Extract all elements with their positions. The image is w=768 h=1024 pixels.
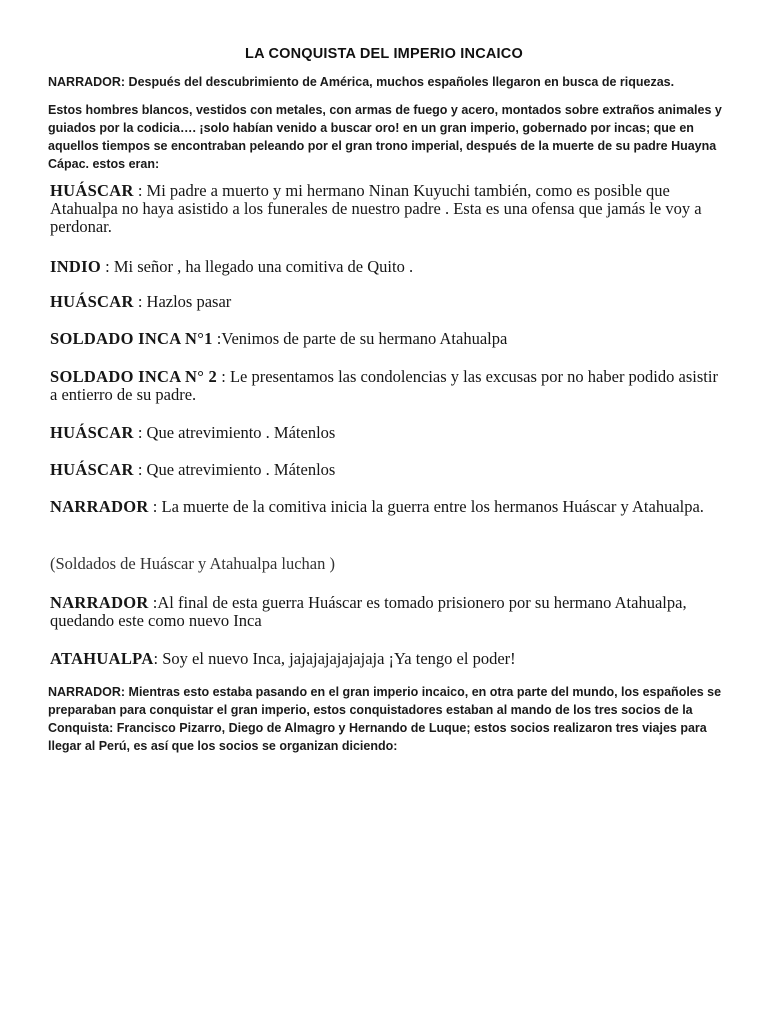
stage-direction-text: (Soldados de Huáscar y Atahualpa luchan ) <box>50 554 335 573</box>
dialogue-text: : Que atrevimiento . Mátenlos <box>133 423 336 442</box>
closing-paragraph <box>48 683 738 755</box>
speaker-label: HUÁSCAR <box>50 181 134 200</box>
speaker-label: HUÁSCAR <box>50 423 134 442</box>
dialogue-text: : Hazlos pasar <box>133 292 232 311</box>
dialogue-line-4 <box>50 330 720 348</box>
document-title: LA CONQUISTA DEL IMPERIO INCAICO <box>245 46 523 62</box>
dialogue-text: : Soy el nuevo Inca, jajajajajajajaja ¡Ya tengo el poder! <box>153 649 516 668</box>
dialogue-text: :Venimos de parte de su hermano Atahualpa <box>212 329 508 348</box>
dialogue-line-11 <box>50 650 720 668</box>
dialogue-line-6 <box>50 424 720 442</box>
paragraph-text: Estos hombres blancos, vestidos con metales, con armas de fuego y acero, montados sobre extraños animales y guiados por la codicia…. ¡solo habían venido a buscar oro! en un gran imperio, gobernado por incas; que en aquellos tiempos se encontraban peleando por el gran trono imperial, después de la muerte de su padre Huayna Cápac. estos eran: <box>48 103 722 171</box>
speaker-label: HUÁSCAR <box>50 460 134 479</box>
dialogue-text: : La muerte de la comitiva inicia la guerra entre los hermanos Huáscar y Atahualpa. <box>148 497 704 516</box>
dialogue-line-1 <box>50 182 720 236</box>
dialogue-text: : Que atrevimiento . Mátenlos <box>133 460 336 479</box>
intro-paragraph-1 <box>48 73 738 91</box>
speaker-label: NARRADOR <box>50 593 149 612</box>
dialogue-text: : Mi señor , ha llegado una comitiva de Quito . <box>101 257 414 276</box>
paragraph-text: Mientras esto estaba pasando en el gran imperio incaico, en otra parte del mundo, los españoles se preparaban para conquistar el gran imperio, estos conquistadores estaban al mando de los tres socios de la Conquista: Francisco Pizarro, Diego de Almagro y Hernando de Luque; estos socios realizaron tres viajes para llegar al Perú, es así que los socios se organizan diciendo: <box>48 685 722 753</box>
speaker-label: INDIO <box>50 257 102 276</box>
intro-paragraph-2 <box>48 101 738 173</box>
speaker-label: NARRADOR <box>50 497 149 516</box>
paragraph-text: Después del descubrimiento de América, muchos españoles llegaron en busca de riquezas. <box>125 75 675 89</box>
dialogue-text: : Mi padre a muerto y mi hermano Ninan Kuyuchi también, como es posible que Atahualpa no haya asistido a los funerales de nuestro padre . Esta es una ofensa que jamás le voy a perdonar. <box>50 181 702 236</box>
dialogue-line-8 <box>50 498 720 516</box>
dialogue-line-3 <box>50 293 720 311</box>
speaker-label: ATAHUALPA <box>50 649 154 668</box>
dialogue-line-7 <box>50 461 720 479</box>
speaker-label: NARRADOR: <box>48 685 126 699</box>
dialogue-line-5 <box>50 368 720 404</box>
speaker-label: SOLDADO INCA N° 2 <box>50 367 218 386</box>
dialogue-text: : Le presentamos las condolencias y las excusas por no haber podido asistir a entierro de su padre. <box>50 367 718 404</box>
speaker-label: HUÁSCAR <box>50 292 134 311</box>
speaker-label: NARRADOR: <box>48 75 126 89</box>
stage-direction <box>50 555 720 573</box>
dialogue-text: :Al final de esta guerra Huáscar es tomado prisionero por su hermano Atahualpa, quedando este como nuevo Inca <box>50 593 687 630</box>
speaker-label: SOLDADO INCA N°1 <box>50 329 213 348</box>
dialogue-line-10 <box>50 594 720 630</box>
dialogue-line-2 <box>50 258 720 276</box>
